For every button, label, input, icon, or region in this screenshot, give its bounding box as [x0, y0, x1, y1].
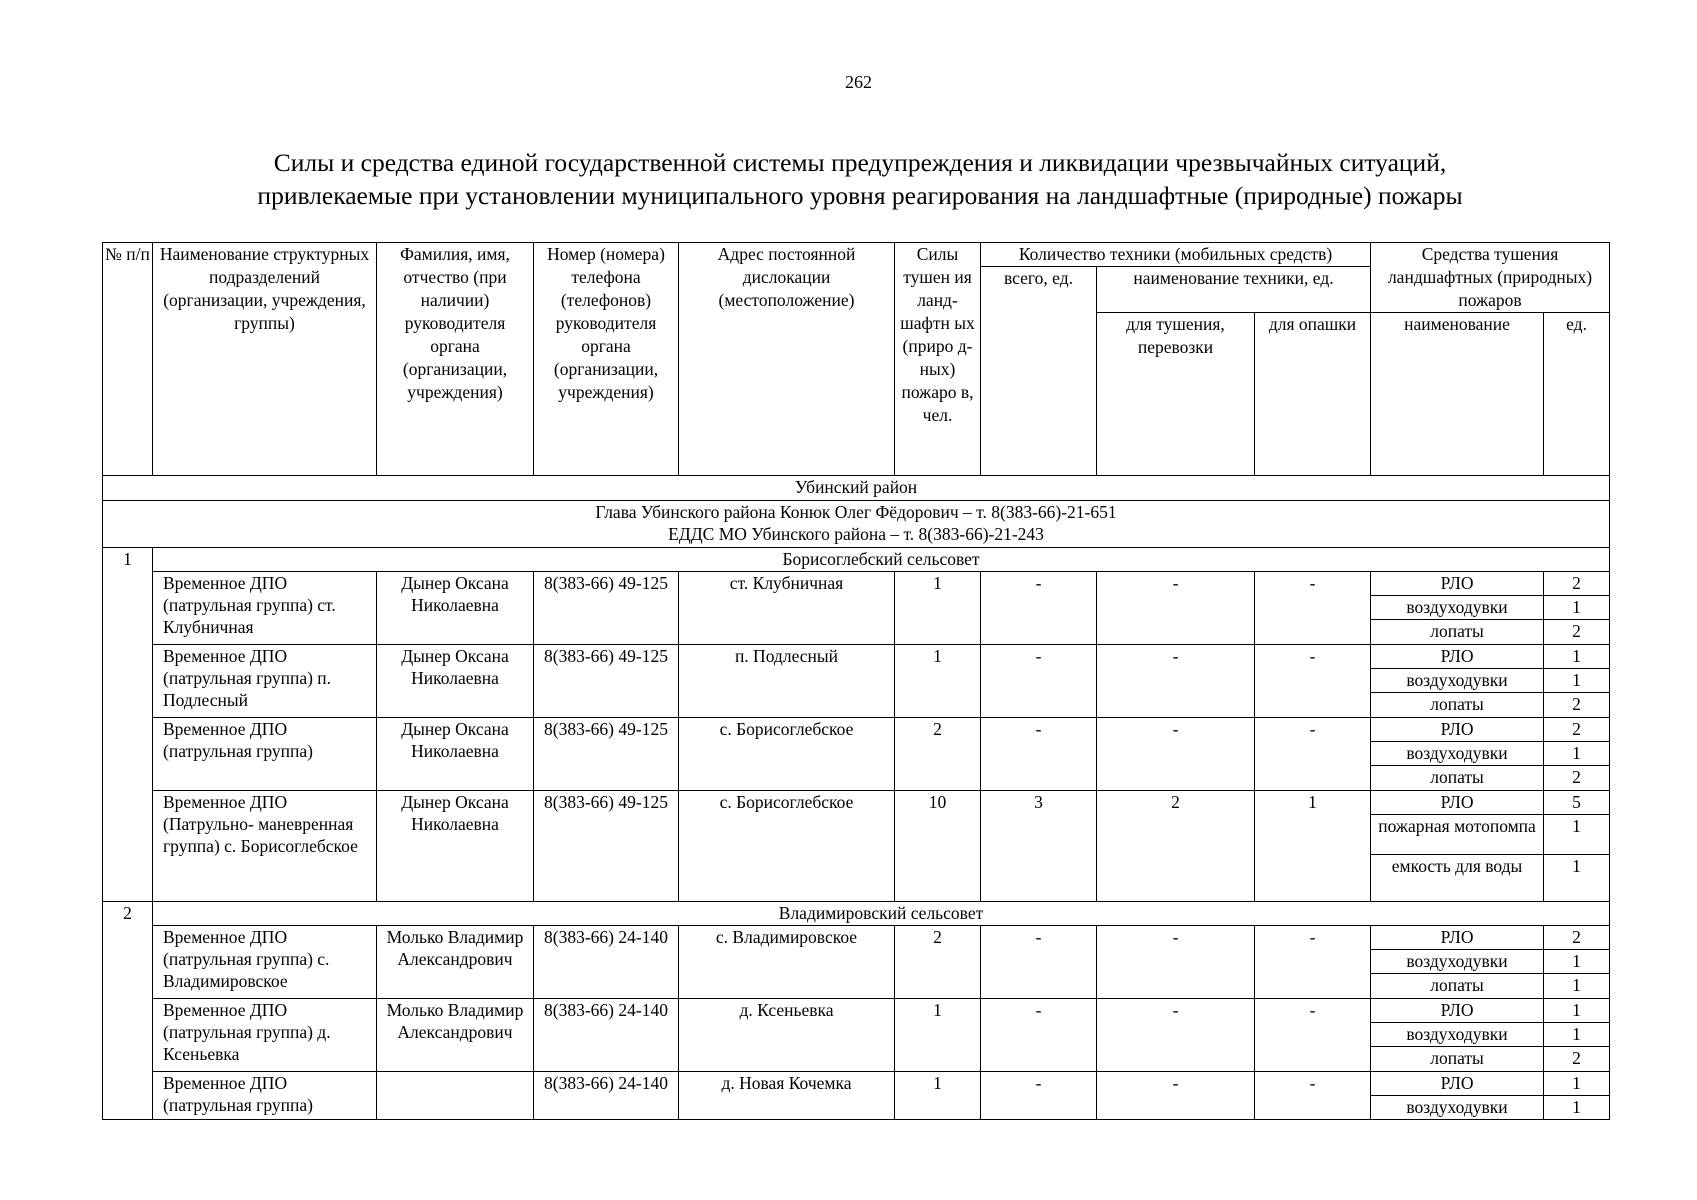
means-name: емкость для воды — [1371, 855, 1544, 902]
means-name: РЛО — [1371, 645, 1544, 669]
equipment-plowing: - — [1255, 572, 1371, 645]
means-quantity: 2 — [1544, 620, 1610, 645]
forces-count: 1 — [895, 645, 981, 718]
header-plowing: для опашки — [1255, 313, 1371, 476]
table-row — [103, 718, 1610, 742]
unit-name: Временное ДПО (патрульная группа) ст. Клубничная — [153, 572, 377, 645]
phone-number: 8(383-66) 49-125 — [534, 791, 679, 902]
address: ст. Клубничная — [679, 572, 895, 645]
address: п. Подлесный — [679, 645, 895, 718]
equipment-total: - — [981, 999, 1097, 1072]
means-quantity: 2 — [1544, 766, 1610, 791]
means-name: воздуходувки — [1371, 596, 1544, 620]
phone-number: 8(383-66) 49-125 — [534, 718, 679, 791]
means-quantity: 1 — [1544, 950, 1610, 974]
leader-name: Дынер Оксана Николаевна — [377, 791, 534, 902]
table-body — [103, 476, 1610, 1120]
address: с. Борисоглебское — [679, 718, 895, 791]
table-row — [103, 572, 1610, 596]
means-name: лопаты — [1371, 1047, 1544, 1072]
leader-name: Дынер Оксана Николаевна — [377, 645, 534, 718]
table-row — [103, 1072, 1610, 1096]
equipment-transport: - — [1097, 572, 1255, 645]
leader-name — [377, 1072, 534, 1120]
phone-number: 8(383-66) 49-125 — [534, 645, 679, 718]
forces-table — [102, 242, 1610, 1120]
equipment-plowing: - — [1255, 718, 1371, 791]
equipment-transport: 2 — [1097, 791, 1255, 902]
address: с. Владимировское — [679, 926, 895, 999]
equipment-total: - — [981, 718, 1097, 791]
header-transport: для тушения, перевозки — [1097, 313, 1255, 476]
means-quantity: 1 — [1544, 1023, 1610, 1047]
means-name: лопаты — [1371, 693, 1544, 718]
district-head-row — [103, 501, 1610, 548]
header-total: всего, ед. — [981, 267, 1097, 476]
header-leader: Фамилия, имя, отчество (при наличии) руководителя органа (организации, учреждения) — [377, 243, 534, 476]
address: д. Новая Кочемка — [679, 1072, 895, 1120]
leader-name: Дынер Оксана Николаевна — [377, 572, 534, 645]
phone-number: 8(383-66) 24-140 — [534, 926, 679, 999]
means-name: РЛО — [1371, 718, 1544, 742]
means-quantity: 1 — [1544, 815, 1610, 855]
table-row — [103, 999, 1610, 1023]
means-name: РЛО — [1371, 999, 1544, 1023]
section-name: Владимировский сельсовет — [153, 902, 1610, 926]
forces-count: 2 — [895, 926, 981, 999]
means-quantity: 1 — [1544, 855, 1610, 902]
equipment-plowing: - — [1255, 999, 1371, 1072]
unit-name: Временное ДПО (патрульная группа) — [153, 1072, 377, 1120]
header-num: № п/п — [103, 243, 153, 476]
document-title — [120, 146, 1600, 212]
leader-name: Дынер Оксана Николаевна — [377, 718, 534, 791]
unit-name: Временное ДПО (патрульная группа) п. Подлесный — [153, 645, 377, 718]
leader-name: Молько Владимир Александрович — [377, 999, 534, 1072]
forces-count: 1 — [895, 572, 981, 645]
header-forces: Силы тушен ия ланд- шафтн ых (приро д-ных) пожаро в, чел. — [895, 243, 981, 476]
means-quantity: 2 — [1544, 693, 1610, 718]
page-number: 262 — [845, 72, 872, 92]
header-means: Средства тушения ландшафтных (природных) пожаров — [1371, 243, 1610, 313]
forces-count: 1 — [895, 999, 981, 1072]
equipment-transport: - — [1097, 1072, 1255, 1120]
means-name: воздуходувки — [1371, 1023, 1544, 1047]
means-name: РЛО — [1371, 791, 1544, 815]
title-line-1: Силы и средства единой государственной системы предупреждения и ликвидации чрезвычайных ситуаций, — [273, 148, 1447, 177]
phone-number: 8(383-66) 24-140 — [534, 1072, 679, 1120]
address: с. Борисоглебское — [679, 791, 895, 902]
address: д. Ксеньевка — [679, 999, 895, 1072]
header-phone: Номер (номера) телефона (телефонов) руководителя органа (организации, учреждения) — [534, 243, 679, 476]
equipment-transport: - — [1097, 718, 1255, 791]
unit-name: Временное ДПО (патрульная группа) д. Ксеньевка — [153, 999, 377, 1072]
means-quantity: 2 — [1544, 1047, 1610, 1072]
section-number: 2 — [103, 902, 153, 1120]
equipment-transport: - — [1097, 926, 1255, 999]
table-row — [103, 791, 1610, 815]
equipment-transport: - — [1097, 645, 1255, 718]
phone-number: 8(383-66) 49-125 — [534, 572, 679, 645]
equipment-total: - — [981, 645, 1097, 718]
title-line-2: привлекаемые при установлении муниципального уровня реагирования на ландшафтные (природные) пожары — [257, 181, 1463, 210]
means-name: лопаты — [1371, 620, 1544, 645]
means-quantity: 1 — [1544, 974, 1610, 999]
phone-number: 8(383-66) 24-140 — [534, 999, 679, 1072]
header-equipment: Количество техники (мобильных средств) — [981, 243, 1371, 267]
table-row — [103, 926, 1610, 950]
means-name: воздуходувки — [1371, 1096, 1544, 1120]
means-name: пожарная мотопомпа — [1371, 815, 1544, 855]
forces-count: 1 — [895, 1072, 981, 1120]
means-name: лопаты — [1371, 766, 1544, 791]
district-head-line-1: Глава Убинского района Конюк Олег Фёдорович – т. 8(383-66)-21-651 — [595, 502, 1117, 522]
district-head-line-2: ЕДДС МО Убинского района – т. 8(383-66)-21-243 — [668, 524, 1044, 544]
means-quantity: 1 — [1544, 1096, 1610, 1120]
means-name: воздуходувки — [1371, 742, 1544, 766]
means-quantity: 1 — [1544, 999, 1610, 1023]
means-quantity: 5 — [1544, 791, 1610, 815]
header-address: Адрес постоянной дислокации (местоположение) — [679, 243, 895, 476]
unit-name: Временное ДПО (Патрульно- маневренная группа) с. Борисоглебское — [153, 791, 377, 902]
means-name: воздуходувки — [1371, 950, 1544, 974]
means-quantity: 1 — [1544, 669, 1610, 693]
leader-name: Молько Владимир Александрович — [377, 926, 534, 999]
header-means-units: ед. — [1544, 313, 1610, 476]
equipment-plowing: - — [1255, 645, 1371, 718]
header-unit: Наименование структурных подразделений (организации, учреждения, группы) — [153, 243, 377, 476]
means-name: РЛО — [1371, 1072, 1544, 1096]
forces-count: 10 — [895, 791, 981, 902]
means-name: РЛО — [1371, 926, 1544, 950]
means-quantity: 2 — [1544, 926, 1610, 950]
equipment-total: - — [981, 572, 1097, 645]
unit-name: Временное ДПО (патрульная группа) с. Владимировское — [153, 926, 377, 999]
equipment-total: - — [981, 1072, 1097, 1120]
means-quantity: 1 — [1544, 645, 1610, 669]
means-quantity: 2 — [1544, 572, 1610, 596]
means-name: воздуходувки — [1371, 669, 1544, 693]
forces-count: 2 — [895, 718, 981, 791]
equipment-total: 3 — [981, 791, 1097, 902]
district-row: Убинский район — [103, 476, 1610, 501]
unit-name: Временное ДПО (патрульная группа) — [153, 718, 377, 791]
section-name: Борисоглебский сельсовет — [153, 548, 1610, 572]
means-quantity: 1 — [1544, 742, 1610, 766]
equipment-plowing: - — [1255, 926, 1371, 999]
header-names: наименование техники, ед. — [1097, 267, 1371, 313]
equipment-total: - — [981, 926, 1097, 999]
equipment-plowing: 1 — [1255, 791, 1371, 902]
header-means-name: наименование — [1371, 313, 1544, 476]
equipment-transport: - — [1097, 999, 1255, 1072]
means-name: лопаты — [1371, 974, 1544, 999]
equipment-plowing: - — [1255, 1072, 1371, 1120]
means-quantity: 1 — [1544, 596, 1610, 620]
means-quantity: 2 — [1544, 718, 1610, 742]
means-name: РЛО — [1371, 572, 1544, 596]
section-number: 1 — [103, 548, 153, 902]
means-quantity: 1 — [1544, 1072, 1610, 1096]
table-row — [103, 645, 1610, 669]
